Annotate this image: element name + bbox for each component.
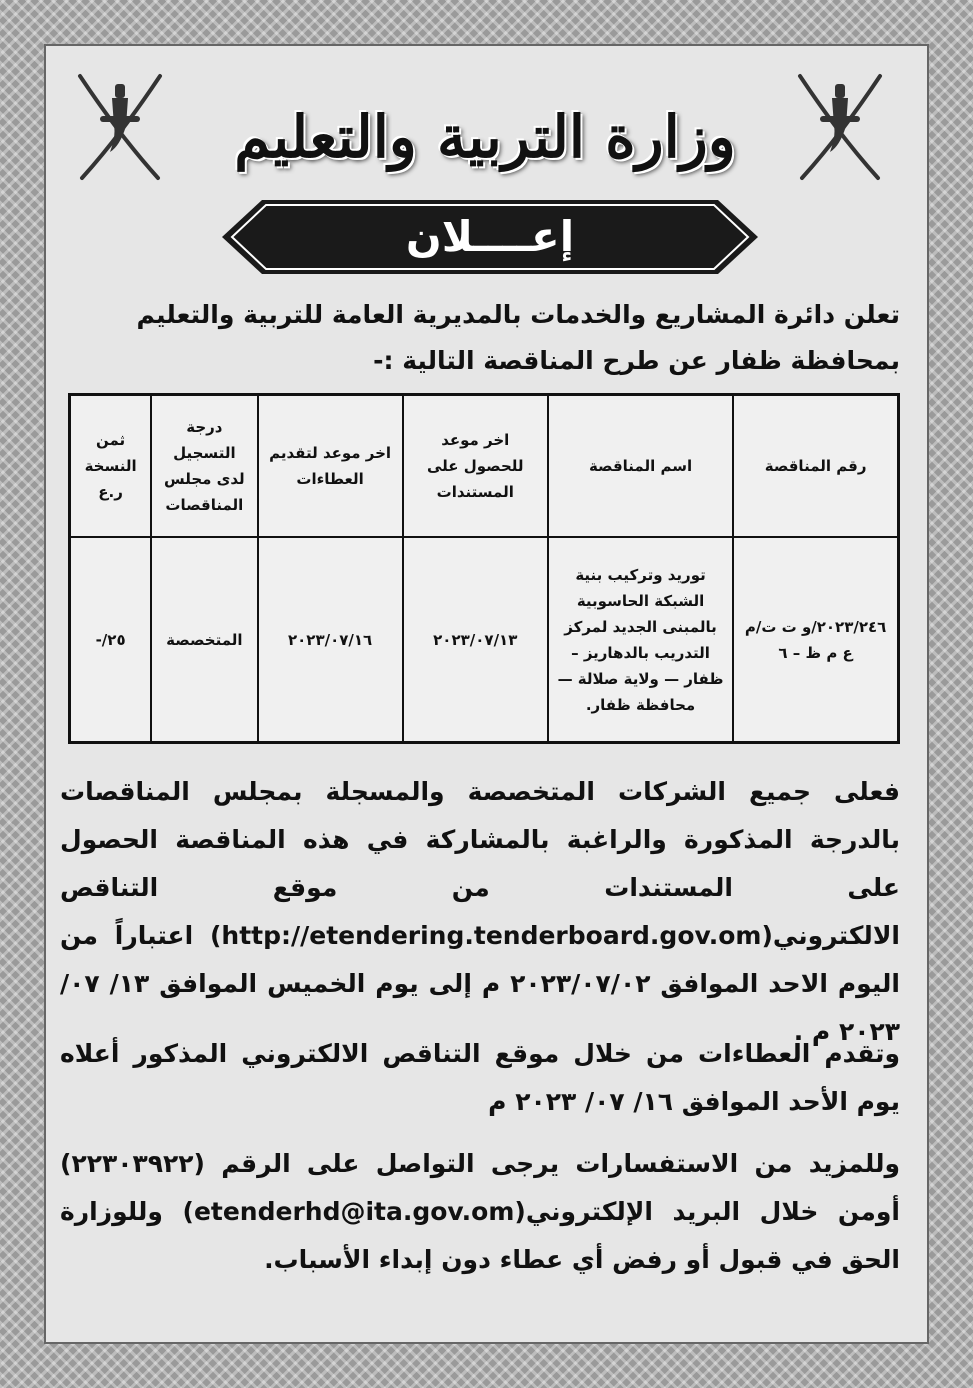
ministry-rights-text: ) وللوزارة الحق في قبول أو رفض أي عطاء دون إبداء الأسباب. bbox=[60, 1197, 900, 1274]
etendering-url[interactable]: http://etendering.tenderboard.gov.om bbox=[221, 921, 762, 950]
participation-dates-text: ) اعتباراً من اليوم الاحد الموافق ٢٠٢٣/٠٧/٠٢ م إلى يوم الخميس الموافق ١٣/ ٠٧/ ٢٠٢٣ م . bbox=[60, 921, 900, 1046]
header-tender-name: اسم المناقصة bbox=[548, 395, 733, 538]
header-bids-deadline: اخر موعد لتقديم العطاءات bbox=[258, 395, 403, 538]
cell-bids-deadline: ٢٠٢٣/٠٧/١٦ bbox=[258, 537, 403, 743]
submission-paragraph: وتقدم العطاءات من خلال موقع التناقص الالكتروني المذكور أعلاه يوم الأحد الموافق ١٦/ ٠٧/ ٢٠٢٣ م bbox=[60, 1039, 900, 1116]
contact-email[interactable]: etenderhd@ita.gov.om bbox=[193, 1197, 515, 1226]
intro-text: تعلن دائرة المشاريع والخدمات بالمديرية العامة للتربية والتعليم بمحافظة ظفار عن طرح المناقصة التالية :- bbox=[136, 300, 900, 375]
contact-paragraph bbox=[60, 1140, 900, 1284]
cell-registration-grade: المتخصصة bbox=[151, 537, 257, 743]
cell-copy-price: ٢٥/- bbox=[70, 537, 152, 743]
contact-text: وللمزيد من الاستفسارات يرجى التواصل على الرقم (٢٢٣٠٣٩٢٢) أومن خلال البريد الإلكتروني( bbox=[60, 1149, 901, 1226]
participation-paragraph bbox=[60, 768, 900, 1056]
khanjar-emblem-icon bbox=[70, 66, 170, 186]
tender-table bbox=[68, 393, 900, 744]
header-copy-price: ثمن النسخة ر.ع bbox=[70, 395, 152, 538]
header-tender-number: رقم المناقصة bbox=[733, 395, 898, 538]
cell-tender-number: ٢٠٢٣/٢٤٦/و ت ت/م ع م ظ – ٦ bbox=[733, 537, 898, 743]
table-header-row bbox=[70, 395, 899, 538]
header-registration-grade: درجة التسجيل لدى مجلس المناقصات bbox=[151, 395, 257, 538]
announcement-title: إعــــلان bbox=[405, 212, 575, 261]
cell-docs-deadline: ٢٠٢٣/٠٧/١٣ bbox=[403, 537, 548, 743]
cell-tender-name: توريد وتركيب بنية الشبكة الحاسوبية بالمبنى الجديد لمركز التدريب بالدهاريز – ظفار — ولاية صلالة — محافظة ظفار. bbox=[548, 537, 733, 743]
table-row bbox=[70, 537, 899, 743]
khanjar-emblem-icon bbox=[790, 66, 890, 186]
header-docs-deadline: اخر موعد للحصول على المستندات bbox=[403, 395, 548, 538]
participation-text: فعلى جميع الشركات المتخصصة والمسجلة بمجلس المناقصات بالدرجة المذكورة والراغبة بالمشاركة في هذه المناقصة الحصول على المستندات من موقع التناقص الالكتروني( bbox=[60, 777, 900, 950]
ministry-name: وزارة التربية والتعليم bbox=[234, 103, 736, 171]
